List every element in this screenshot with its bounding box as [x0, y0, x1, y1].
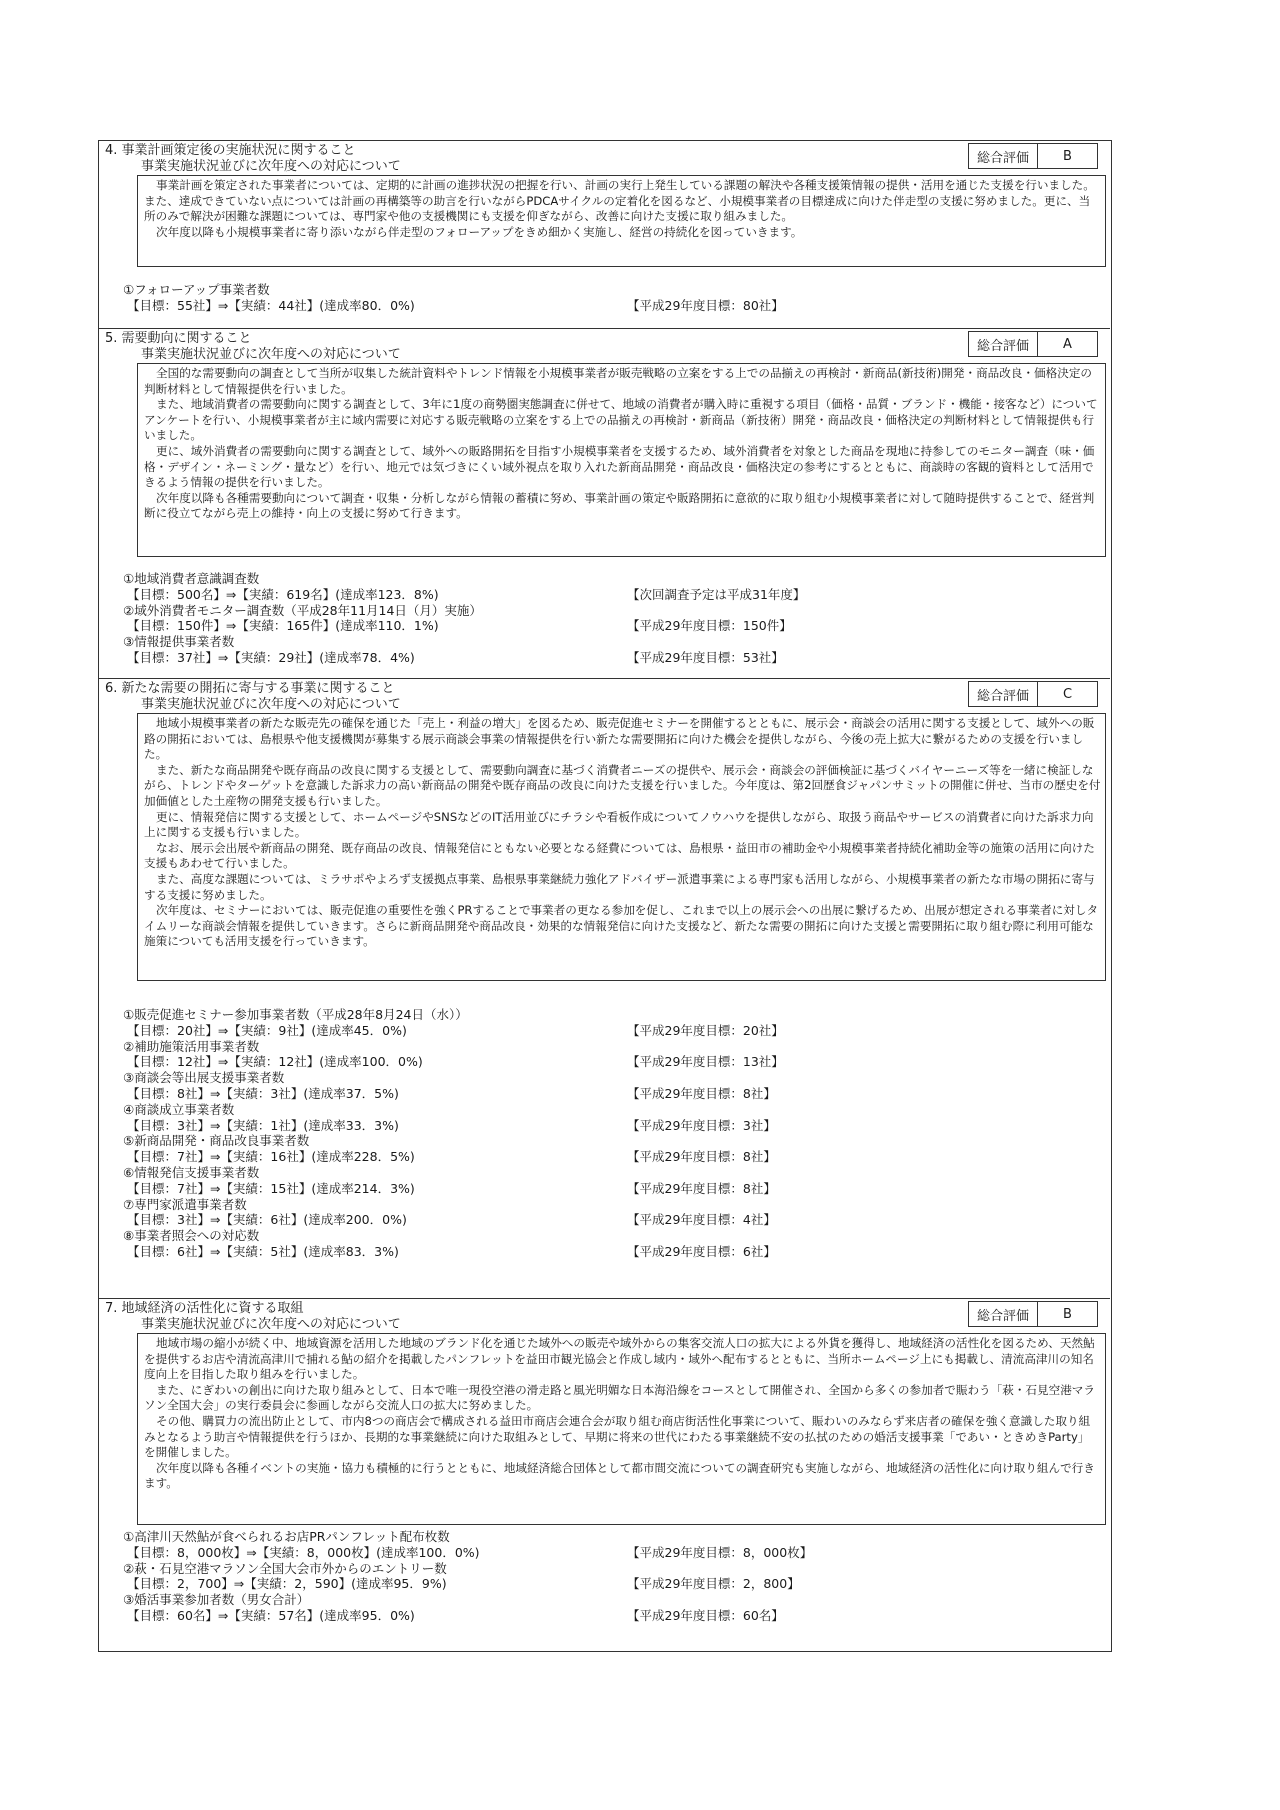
section-6	[99, 679, 1110, 1299]
indicator-result: 【目標：8，000枚】⇒【実績：8，000枚】(達成率100．0%)	[127, 1544, 480, 1560]
indicator-result: 【目標：7社】⇒【実績：15社】(達成率214．3%)	[127, 1180, 415, 1196]
indicator-row	[123, 1181, 1102, 1197]
indicator-result: 【目標：8社】⇒【実績：3社】(達成率37．5%)	[127, 1085, 399, 1101]
paragraph: また、新たな商品開発や既存商品の改良に関する支援として、需要動向調査に基づく消費者ニーズの提供や、展示会・商談会の評価検証に基づくバイヤーニーズ等を一緒に検証しながら、トレンドやターゲットを意識した訴求力の高い新商品の開発や既存商品の改良に向けた支援を行いました。今年度は、第2回歴食ジャパンサミットの開催に併せ、当市の歴史を付加価値とした土産物の開発支援も行いました。	[144, 762, 1101, 808]
overall-rating	[968, 681, 1098, 707]
status-textbox	[137, 363, 1106, 557]
indicator-row	[123, 1118, 1102, 1134]
indicator-name: ②萩・石見空港マラソン全国大会市外からのエントリー数	[123, 1560, 447, 1576]
overall-rating	[968, 1301, 1098, 1327]
section-4	[99, 141, 1110, 329]
indicator-name: ⑧事業者照会への対応数	[123, 1228, 260, 1244]
indicator-goal: 【平成29年度目標：8社】	[627, 1085, 776, 1101]
paragraph: 地域市場の縮小が続く中、地域資源を活用した地域のブランド化を通じた域外への販売や域外からの集客交流人口の拡大による外貨を獲得し、地域経済の活性化を図るため、天然鮎を提供するお店や清流高津川で捕れる鮎の紹介を掲載したパンフレットを益田市観光協会と作成し域内・域外へ配布するとともに、当所ホームページ上にも掲載し、清流高津川の知名度向上を目指した取り組みを行いました。	[144, 1336, 1095, 1382]
paragraph: 地域小規模事業者の新たな販売先の確保を通じた「売上・利益の増大」を図るため、販売促進セミナーを開催するとともに、展示会・商談会の活用に関する支援として、域外への販路の開拓においては、島根県や他支援機関が募集する展示商談会事業の情報提供を行い新たな需要開拓に向けた機会を提供しながら、今後の売上拡大に繋がるための支援を行いました。	[144, 716, 1095, 762]
indicator-list	[123, 1007, 1102, 1260]
rating-label: 総合評価	[969, 682, 1038, 706]
indicator-row	[123, 1244, 1102, 1260]
section-subtitle: 事業実施状況並びに次年度への対応について	[141, 347, 401, 362]
indicator-result: 【目標：12社】⇒【実績：12社】(達成率100．0%)	[127, 1054, 423, 1070]
section-subtitle: 事業実施状況並びに次年度への対応について	[141, 1317, 401, 1332]
indicator-name: ⑦専門家派遣事業者数	[123, 1196, 247, 1212]
indicator-goal: 【平成29年度目標：53社】	[627, 649, 784, 665]
indicator-row	[123, 587, 1102, 603]
paragraph: 次年度以降も小規模事業者に寄り添いながら伴走型のフォローアップをきめ細かく実施し、経営の持続化を図っていきます。	[156, 224, 803, 239]
indicator-row	[123, 1212, 1102, 1228]
indicator-list	[123, 1529, 1102, 1624]
indicator-name: ⑥情報発信支援事業者数	[123, 1164, 260, 1180]
overall-rating	[968, 143, 1098, 169]
indicator-list	[123, 571, 1102, 666]
paragraph: 更に、域外消費者の需要動向に関する調査として、域外への販路開拓を目指す小規模事業者を支援するため、域外消費者を対象とした商品を現地に持参してのモニター調査（味・価格・デザイン・ネーミング・量など）を行い、地元では気づきにくい域外視点を取り入れた新商品開発・商品改良・価格決定の参考にするとともに、商談時の客観的資料として活用できるよう情報の提供を行いました。	[144, 443, 1095, 490]
paragraph: なお、展示会出展や新商品の開発、既存商品の改良、情報発信にともない必要となる経費については、島根県・益田市の補助金や小規模事業者持続化補助金等の施策の活用に向けた支援もあわせて行いました。	[144, 840, 1095, 871]
section-7	[99, 1299, 1110, 1651]
indicator-goal: 【平成29年度目標：20社】	[627, 1022, 784, 1038]
indicator-result: 【目標：55社】⇒【実績：44社】(達成率80．0%)	[127, 297, 415, 313]
indicator-row	[123, 618, 1102, 634]
rating-label: 総合評価	[969, 332, 1038, 356]
indicator-row	[123, 1023, 1102, 1039]
indicator-result: 【目標：6社】⇒【実績：5社】(達成率83．3%)	[127, 1243, 399, 1259]
indicator-goal: 【平成29年度目標：8社】	[627, 1149, 776, 1165]
indicator-row	[123, 298, 1102, 314]
indicator-goal: 【平成29年度目標：3社】	[627, 1117, 776, 1133]
paragraph: また、にぎわいの創出に向けた取り組みとして、日本で唯一現役空港の滑走路と風光明媚な日本海沿線をコースとして開催され、全国から多くの参加者で賑わう「萩・石見空港マラソン全国大会」の実行委員会に参画しながら交流人口の拡大に努めました。	[144, 1382, 1095, 1413]
indicator-name: ⑤新商品開発・商品改良事業者数	[123, 1133, 310, 1149]
indicator-goal: 【平成29年度目標：6社】	[627, 1243, 776, 1259]
indicator-row	[123, 1149, 1102, 1165]
section-subtitle: 事業実施状況並びに次年度への対応について	[141, 697, 401, 712]
status-textbox	[137, 175, 1106, 267]
rating-label: 総合評価	[969, 144, 1038, 168]
indicator-result: 【目標：2，700】⇒【実績：2，590】(達成率95．9%)	[127, 1576, 447, 1592]
paragraph: 更に、情報発信に関する支援として、ホームページやSNSなどのIT活用並びにチラシや看板作成についてノウハウを提供しながら、取扱う商品やサービスの消費者に向けた訴求力向上に関する支援も行いました。	[144, 809, 1094, 840]
indicator-goal: 【平成29年度目標：2，800】	[627, 1576, 800, 1592]
indicator-name: ①地域消費者意識調査数	[123, 571, 260, 586]
indicator-result: 【目標：37社】⇒【実績：29社】(達成率78．4%)	[127, 649, 415, 665]
indicator-row	[123, 1086, 1102, 1102]
paragraph: その他、購買力の流出防止として、市内8つの商店会で構成される益田市商店会連合会が取り組む商店街活性化事業について、賑わいのみならず来店者の確保を強く意識した取り組みとなるよう助言や情報提供を行うほか、長期的な事業継続に向けた取組みとして、早期に将来の世代にわたる事業継続不安の払拭のための婚活支援事業「であい・ときめきParty」を開催しました。	[144, 1413, 1091, 1460]
indicator-name: ②域外消費者モニター調査数（平成28年11月14日（月）実施）	[123, 602, 482, 618]
indicator-result: 【目標：3社】⇒【実績：6社】(達成率200．0%)	[127, 1212, 407, 1228]
paragraph: また、地域消費者の需要動向に関する調査として、3年に1度の商勢圏実態調査に併せて、地域の消費者が購入時に重視する項目（価格・品質・ブランド・機能・接客など）についてアンケートを行い、小規模事業者が主に域内需要に対応する販売戦略の立案をする上での品揃えの再検討・新商品（新技術）開発・商品改良・価格決定の判断材料として情報提供も行いました。	[144, 397, 1098, 443]
indicator-goal: 【平成29年度目標：8，000枚】	[627, 1544, 813, 1560]
indicator-goal: 【平成29年度目標：13社】	[627, 1054, 784, 1070]
indicator-name: ③婚活事業参加者数（男女合計）	[123, 1592, 310, 1608]
paragraph: また、高度な課題については、ミラサポやよろず支援拠点事業、島根県事業継続力強化アドバイザー派遣事業による専門家も活用しながら、小規模事業者の新たな市場の開拓に寄与する支援に努めました。	[144, 871, 1095, 902]
rating-label: 総合評価	[969, 1302, 1038, 1326]
section-5	[99, 329, 1110, 679]
indicator-result: 【目標：60名】⇒【実績：57名】(達成率95．0%)	[127, 1607, 415, 1623]
indicator-row	[123, 1054, 1102, 1070]
rating-value: B	[1063, 1306, 1072, 1322]
indicator-row	[123, 1608, 1102, 1624]
paragraph: 次年度以降も各種需要動向について調査・収集・分析しながら情報の蓄積に努め、事業計画の策定や販路開拓に意欲的に取り組む小規模事業者に対して随時提供することで、経営判断に役立てながら売上の維持・向上の支援に努めて行きます。	[144, 490, 1095, 521]
indicator-list	[123, 282, 1102, 314]
rating-value: A	[1063, 336, 1072, 352]
indicator-name: ③情報提供事業者数	[123, 634, 235, 650]
rating-value: B	[1063, 148, 1072, 164]
indicator-name: ①高津川天然鮎が食べられるお店PRパンフレット配布枚数	[123, 1529, 450, 1544]
indicator-result: 【目標：20社】⇒【実績：9社】(達成率45．0%)	[127, 1022, 407, 1038]
report-sheet	[98, 140, 1112, 1652]
indicator-row	[123, 650, 1102, 666]
paragraph: 次年度は、セミナーにおいては、販売促進の重要性を強くPRすることで事業者の更なる参加を促し、これまで以上の展示会への出展に繋げるため、出展が想定される事業者に対しタイムリーな商談会情報を提供していきます。さらに新商品開発や商品改良・効果的な情報発信に向けた支援など、新たな需要の開拓に向けた支援と需要開拓に取り組む際に利用可能な施策についても活用支援を行っていきます。	[144, 903, 1099, 949]
indicator-result: 【目標：7社】⇒【実績：16社】(達成率228．5%)	[127, 1149, 415, 1165]
indicator-name: ①フォローアップ事業者数	[123, 282, 270, 297]
indicator-row	[123, 1545, 1102, 1561]
section-title: 4. 事業計画策定後の実施状況に関すること	[105, 143, 356, 158]
status-textbox	[137, 713, 1106, 981]
status-textbox	[137, 1333, 1106, 1525]
paragraph: 次年度以降も各種イベントの実施・協力も積極的に行うとともに、地域経済総合団体として都市間交流についての調査研究も実施しながら、地域経済の活性化に向け取り組んで行きます。	[144, 1460, 1095, 1491]
indicator-name: ③商談会等出展支援事業者数	[123, 1070, 285, 1086]
section-title: 6. 新たな需要の開拓に寄与する事業に関すること	[105, 681, 395, 696]
indicator-name: ①販売促進セミナー参加事業者数（平成28年8月24日（水））	[123, 1007, 468, 1022]
indicator-result: 【目標：500名】⇒【実績：619名】(達成率123．8%)	[127, 586, 439, 602]
indicator-goal: 【平成29年度目標：80社】	[627, 297, 784, 313]
section-subtitle: 事業実施状況並びに次年度への対応について	[141, 159, 401, 174]
paragraph: 全国的な需要動向の調査として当所が収集した統計資料やトレンド情報を小規模事業者が販売戦略の立案をする上での品揃えの再検討・新商品(新技術)開発・商品改良・価格決定の判断材料として情報提供を行いました。	[144, 366, 1093, 396]
indicator-goal: 【次回調査予定は平成31年度】	[627, 586, 806, 602]
paragraph: 事業計画を策定された事業者については、定期的に計画の進捗状況の把握を行い、計画の実行上発生している課題の解決や各種支援策情報の提供・活用を通じた支援を行いました。また、達成できていない点については計画の再構築等の助言を行いながらPDCAサイクルの定着化を図るなど、小規模事業者の目標達成に向けた伴走型の支援に努めました。更に、当所のみで解決が困難な課題については、専門家や他の支援機関にも支援を仰ぎながら、改善に向けた支援に取り組みました。	[144, 178, 1095, 224]
indicator-row	[123, 1576, 1102, 1592]
indicator-goal: 【平成29年度目標：150件】	[627, 618, 792, 634]
rating-value: C	[1062, 686, 1073, 702]
indicator-name: ④商談成立事業者数	[123, 1101, 235, 1117]
indicator-goal: 【平成29年度目標：8社】	[627, 1180, 776, 1196]
indicator-goal: 【平成29年度目標：60名】	[627, 1607, 784, 1623]
section-title: 7. 地域経済の活性化に資する取組	[105, 1301, 304, 1316]
indicator-result: 【目標：150件】⇒【実績：165件】(達成率110．1%)	[127, 618, 439, 634]
indicator-goal: 【平成29年度目標：4社】	[627, 1212, 776, 1228]
overall-rating	[968, 331, 1098, 357]
section-title: 5. 需要動向に関すること	[105, 331, 252, 346]
indicator-result: 【目標：3社】⇒【実績：1社】(達成率33．3%)	[127, 1117, 399, 1133]
indicator-name: ②補助施策活用事業者数	[123, 1038, 260, 1054]
